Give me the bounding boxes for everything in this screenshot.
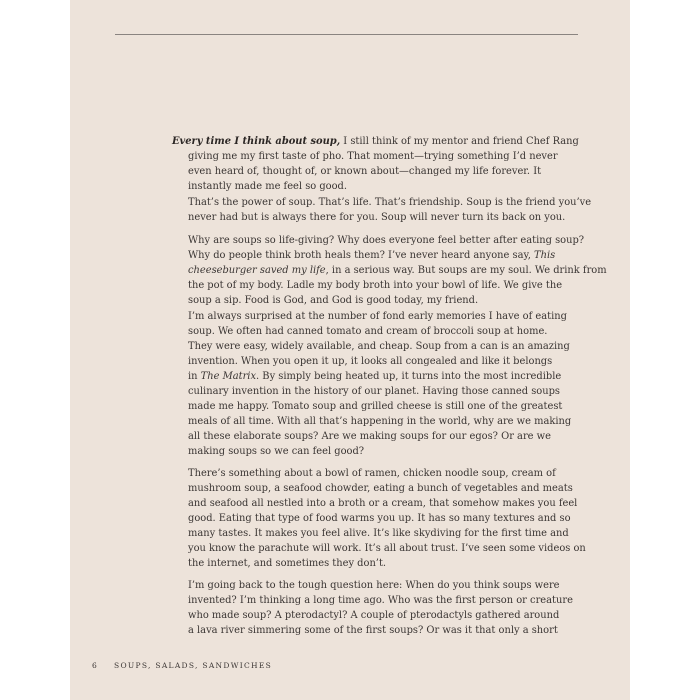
text-line: invented? I’m thinking a long time ago. Who was the first person or creature (188, 595, 573, 606)
text-line: instantly made me feel so good. (188, 181, 348, 192)
text-span: . By simply being heated up, it turns into the most incredible (256, 371, 562, 382)
page-number: 6 (92, 661, 97, 670)
text-line (188, 369, 561, 384)
text-line: the internet, and sometimes they don’t. (188, 558, 387, 569)
text-line (172, 134, 579, 149)
text-line: and seafood all nestled into a broth or a cream, that somehow makes you feel (188, 498, 578, 509)
text-line: even heard of, thought of, or known about—changed my life forever. It (188, 166, 542, 177)
text-line: you know the parachute will work. It’s all about trust. I’ve seen some videos on (188, 543, 586, 554)
text-line: They were easy, widely available, and cheap. Soup from a can is an amazing (188, 341, 570, 352)
text-line: mushroom soup, a seafood chowder, eating a bunch of vegetables and meats (188, 483, 573, 494)
text-line: There’s something about a bowl of ramen, chicken noodle soup, cream of (188, 468, 556, 479)
body-text (70, 0, 630, 700)
lead-in: Every time I think about soup, (172, 136, 341, 147)
text-line: invention. When you open it up, it looks all congealed and like it belongs (188, 356, 553, 367)
italic-text: The Matrix (200, 371, 257, 382)
text-line (188, 248, 555, 263)
text-line: who made soup? A pterodactyl? A couple of pterodactyls gathered around (188, 610, 560, 621)
text-span: , in a serious way. But soups are my soul. We drink from (325, 265, 607, 276)
text-line: soup a sip. Food is God, and God is good today, my friend. (188, 295, 479, 306)
text-span: Why do people think broth heals them? I’ve never heard anyone say, (188, 250, 531, 261)
text-line: Why are soups so life-giving? Why does everyone feel better after eating soup? (188, 235, 585, 246)
text-line: all these elaborate soups? Are we making soups for our egos? Or are we (188, 431, 551, 442)
text-line: I’m going back to the tough question here: When do you think soups were (188, 580, 560, 591)
text-line: soup. We often had canned tomato and cream of broccoli soup at home. (188, 326, 548, 337)
text-line: a lava river simmering some of the first soups? Or was it that only a short (188, 625, 558, 636)
text-span: in (188, 371, 198, 382)
text-line: meals of all time. With all that’s happening in the world, why are we making (188, 416, 572, 427)
italic-text: cheeseburger saved my life (188, 265, 326, 276)
italic-text: This (534, 250, 556, 261)
text-line: made me happy. Tomato soup and grilled cheese is still one of the greatest (188, 401, 563, 412)
text-line: I’m always surprised at the number of fond early memories I have of eating (188, 311, 567, 322)
section-title: SOUPS, SALADS, SANDWICHES (114, 661, 273, 670)
text-line: never had but is always there for you. Soup will never turn its back on you. (188, 212, 566, 223)
text-line: making soups so we can feel good? (188, 446, 365, 457)
text-line: many tastes. It makes you feel alive. It’s like skydiving for the first time and (188, 528, 569, 539)
text-line: good. Eating that type of food warms you up. It has so many textures and so (188, 513, 571, 524)
book-page (70, 0, 630, 700)
text-span: I still think of my mentor and friend Chef Rang (340, 136, 579, 147)
text-line (188, 263, 607, 278)
text-line: That’s the power of soup. That’s life. That’s friendship. Soup is the friend you’ve (188, 197, 592, 208)
text-line: culinary invention in the history of our planet. Having those canned soups (188, 386, 560, 397)
text-line: giving me my first taste of pho. That moment—trying something I’d never (188, 151, 558, 162)
text-line: the pot of my body. Ladle my body broth into your bowl of life. We give the (188, 280, 563, 291)
